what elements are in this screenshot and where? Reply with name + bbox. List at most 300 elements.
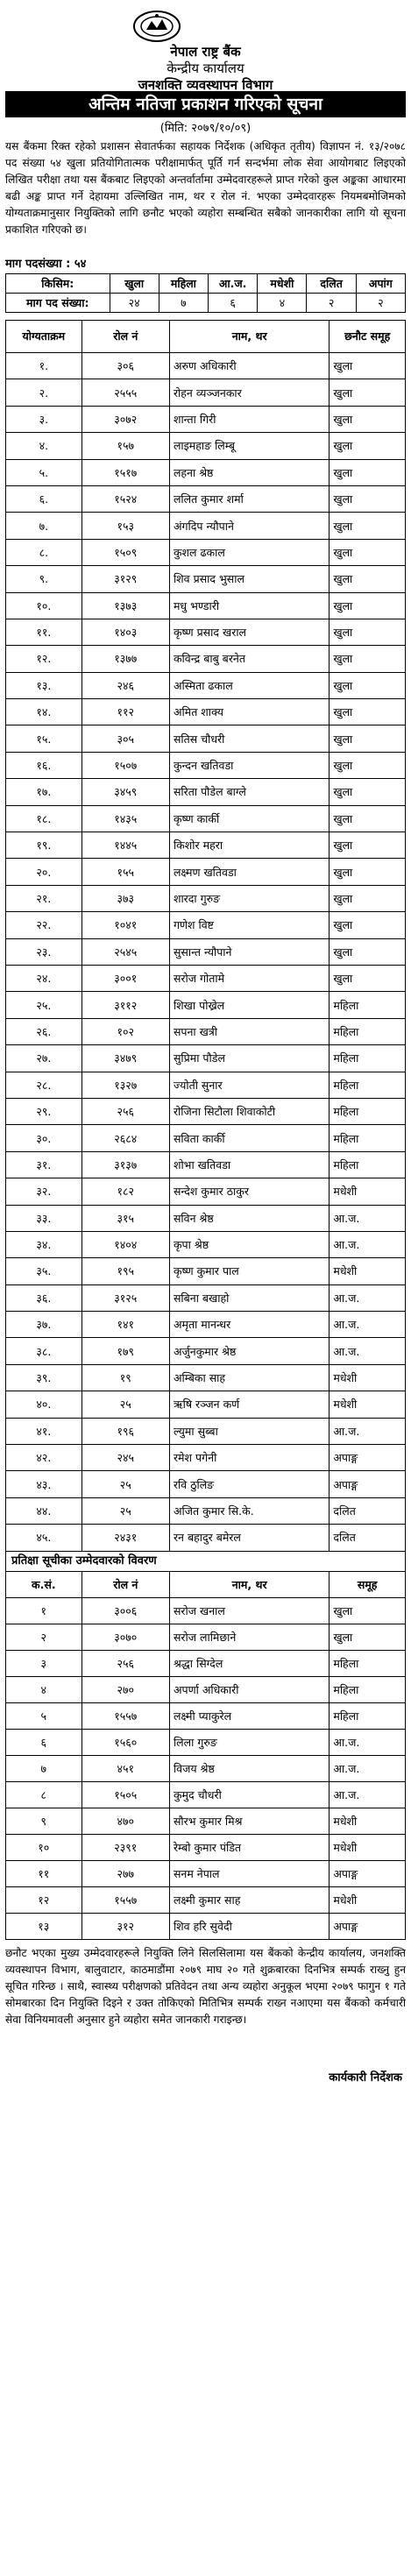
name-cell: कृष्ण कुमार पाल xyxy=(169,1258,329,1284)
group-cell: अपाङ्ग xyxy=(330,1445,406,1471)
group-cell: आ.ज. xyxy=(330,1418,406,1444)
group-cell: खुला xyxy=(330,672,406,698)
name-cell: शान्ता गिरी xyxy=(169,406,329,432)
result-row xyxy=(6,566,406,592)
rank-cell: ११ xyxy=(6,1860,82,1886)
quota-value-cell: ४ xyxy=(258,294,307,313)
result-row xyxy=(6,539,406,565)
group-cell: मधेशी xyxy=(330,1178,406,1205)
quota-value-cell: ६ xyxy=(209,294,258,313)
name-cell: अमृता मानन्धर xyxy=(169,1312,329,1338)
rank-cell: १२. xyxy=(6,646,82,672)
group-cell: आ.ज. xyxy=(330,1205,406,1231)
group-cell: महिला xyxy=(330,1018,406,1044)
notice-date: (मिति: २०७९/१०/०९) xyxy=(159,122,252,135)
name-cell: शिखा पोख्रेल xyxy=(169,992,329,1018)
rank-cell: ३१. xyxy=(6,1151,82,1178)
waitlist-row xyxy=(6,1834,406,1860)
roll-cell: ३१३७ xyxy=(81,1151,169,1178)
group-cell: आ.ज. xyxy=(330,1729,406,1755)
result-row xyxy=(6,1205,406,1231)
result-row xyxy=(6,832,406,859)
roll-cell: ३१२५ xyxy=(81,1284,169,1311)
result-row xyxy=(6,699,406,725)
group-cell: खुला xyxy=(330,539,406,565)
group-cell: मधेशी xyxy=(330,1364,406,1391)
rank-cell: ४१. xyxy=(6,1418,82,1444)
roll-cell: २५ xyxy=(81,1471,169,1497)
result-row xyxy=(6,1258,406,1284)
result-row xyxy=(6,725,406,752)
rank-cell: २५. xyxy=(6,992,82,1018)
roll-cell: २५४५ xyxy=(81,938,169,965)
group-cell: खुला xyxy=(330,513,406,539)
notice-header xyxy=(5,4,406,93)
group-cell: खुला xyxy=(330,379,406,406)
signature: कार्यकारी निर्देशक xyxy=(329,2070,402,2084)
rank-cell: ९. xyxy=(6,566,82,592)
group-cell: महिला xyxy=(330,1072,406,1098)
result-row xyxy=(6,513,406,539)
name-cell: सौरभ कुमार मिश्र xyxy=(169,1808,329,1834)
roll-cell: २४५ xyxy=(81,1445,169,1471)
roll-cell: ३४७९ xyxy=(81,1045,169,1072)
roll-cell: १८२ xyxy=(81,1178,169,1205)
department-name: जनशक्ति व्यवस्थापन विभाग xyxy=(138,77,273,93)
roll-cell: १५७ xyxy=(81,433,169,459)
group-cell: दलित xyxy=(330,1525,406,1551)
name-cell: रोजिना सिटौला शिवाकोटी xyxy=(169,1098,329,1124)
roll-cell: २६८४ xyxy=(81,1125,169,1151)
rank-cell: ६. xyxy=(6,485,82,512)
bank-logo-icon xyxy=(132,9,181,44)
group-cell: आ.ज. xyxy=(330,1338,406,1364)
group-cell: खुला xyxy=(330,859,406,885)
roll-cell: ३४५९ xyxy=(81,779,169,805)
group-cell: खुला xyxy=(330,433,406,459)
rank-cell: ८ xyxy=(6,1781,82,1808)
result-row xyxy=(6,353,406,379)
result-row xyxy=(6,1418,406,1444)
name-cell: कुमुद चौधरी xyxy=(169,1781,329,1808)
waitlist-row xyxy=(6,1808,406,1834)
waitlist-row xyxy=(6,1676,406,1702)
rank-cell: ३. xyxy=(6,406,82,432)
group-cell: खुला xyxy=(330,912,406,938)
roll-cell: २५ xyxy=(81,1497,169,1524)
roll-cell: ३००१ xyxy=(81,965,169,991)
group-cell: अपाङ्ग xyxy=(330,1913,406,1939)
group-cell: आ.ज. xyxy=(330,1312,406,1338)
intro-paragraph: यस बैंकमा रिक्त रहेको प्रशासन सेवातर्फका सहायक निर्देशक (अधिकृत तृतीय) विज्ञापन नं. १३/२०७८ पद संख्या ५४ खुला प्रतियोगितात्मक परीक्षामार्फत् पूर्ति गर्न सन्दर्भमा लोक सेवा आयोगबाट लिइएको लिखित परीक्षा तथा यस बैंकबाट लिइएको अन्तर्वार्तामा उम्मेदवारहरूले प्राप्त गरेको कुल अङ्कका आधारमा बढी अङ्क प्राप्त गर्ने देहायमा उल्लिखित नाम, थर र रोल नं. भएका उम्मेदवारहरू नियमबमोजिमको योग्यताक्रमानुसार नियुक्तिको लागि छनौट भएको व्यहोरा सम्बन्धित सबैको जानकारीका लागि यो सूचना प्रकाशित गरिएको छ। xyxy=(5,140,406,236)
result-row xyxy=(6,619,406,645)
roll-cell: १५१७ xyxy=(81,459,169,485)
rank-cell: २१. xyxy=(6,885,82,911)
roll-cell: १५५७ xyxy=(81,1702,169,1729)
rank-cell: ४. xyxy=(6,433,82,459)
group-cell: खुला xyxy=(330,805,406,832)
rank-cell: १०. xyxy=(6,592,82,619)
result-row xyxy=(6,992,406,1018)
rank-cell: २. xyxy=(6,379,82,406)
result-row xyxy=(6,1098,406,1124)
name-cell: मधु भण्डारी xyxy=(169,592,329,619)
waitlist-row xyxy=(6,1729,406,1755)
roll-cell: १३७७ xyxy=(81,646,169,672)
roll-cell: ३०७२ xyxy=(81,406,169,432)
group-cell: महिला xyxy=(330,1045,406,1072)
name-cell: अंगदिप न्यौपाने xyxy=(169,513,329,539)
rank-cell: १२ xyxy=(6,1886,82,1913)
name-cell: सुसान्त न्यौपाने xyxy=(169,938,329,965)
result-row xyxy=(6,1018,406,1044)
group-cell: खुला xyxy=(330,832,406,859)
quota-header-cell: दलित xyxy=(307,274,356,294)
quota-header-cell: अपांग xyxy=(356,274,405,294)
office-name: केन्द्रीय कार्यालय xyxy=(167,60,244,76)
quota-value-cell: २ xyxy=(356,294,405,313)
name-cell: किशोर महरा xyxy=(169,832,329,859)
roll-cell: ३७३ xyxy=(81,885,169,911)
rank-cell: ९ xyxy=(6,1808,82,1834)
roll-cell: १९ xyxy=(81,1364,169,1391)
roll-cell: ११२ xyxy=(81,699,169,725)
group-cell: खुला xyxy=(330,885,406,911)
roll-cell: १५५७ xyxy=(81,1886,169,1913)
roll-cell: १५२४ xyxy=(81,485,169,512)
result-row xyxy=(6,805,406,832)
result-row xyxy=(6,938,406,965)
name-cell: सतिस चौधरी xyxy=(169,725,329,752)
roll-cell: ३००६ xyxy=(81,1597,169,1624)
rank-cell: ४४. xyxy=(6,1497,82,1524)
name-cell: अमित शाक्य xyxy=(169,699,329,725)
footer-paragraph: छनौट भएका मुख्य उम्मेदवारहरूले नियुक्ति लिने सिलसिलामा यस बैंकको केन्द्रीय कार्यालय, जनशक्ति व्यवस्थापन विभाग, बालुवाटार, काठमाडौंमा २०७९ माघ २० गते शुक्रबारका दिनभित्र सम्पर्क राख्नु हुन सूचित गरिन्छ । साथै, स्वास्थ्य परीक्षणको प्रतिवेदन तथा अन्य व्यहोरा अनुकूल भएमा २०७९ फागुन १ गते सोमबारका दिन नियुक्ति दिइने र उक्त तोकिएको मितिभित्र सम्पर्क राख्न नआएमा यस बैंकको कर्मचारी सेवा विनियमावली अनुसार हुने व्यहोरा समेत जानकारी गराइन्छ। xyxy=(5,1946,406,2026)
results-header-row xyxy=(6,321,406,353)
group-cell: अपाङ्ग xyxy=(330,1860,406,1886)
name-cell: कृष्ण प्रसाद खराल xyxy=(169,619,329,645)
group-cell: खुला xyxy=(330,566,406,592)
waitlist-row xyxy=(6,1886,406,1913)
group-cell: खुला xyxy=(330,592,406,619)
name-cell: लक्ष्मी प्याकुरेल xyxy=(169,1702,329,1729)
name-cell: रन बहादुर बमेरल xyxy=(169,1525,329,1551)
waitlist-header-cell: क.सं. xyxy=(6,1571,82,1597)
name-cell: कुन्दन खतिवडा xyxy=(169,752,329,778)
quota-header-cell: मधेशी xyxy=(258,274,307,294)
rank-cell: ३४. xyxy=(6,1231,82,1257)
group-cell: खुला xyxy=(330,485,406,512)
name-cell: अस्मिता ढकाल xyxy=(169,672,329,698)
name-cell: सपना खत्री xyxy=(169,1018,329,1044)
waitlist-body xyxy=(6,1597,406,1939)
result-row xyxy=(6,1312,406,1338)
quota-table xyxy=(5,273,406,313)
roll-cell: ४५१ xyxy=(81,1755,169,1781)
rank-cell: १३. xyxy=(6,672,82,698)
group-cell: महिला xyxy=(330,1676,406,1702)
name-cell: सबिना बखाहो xyxy=(169,1284,329,1311)
result-row xyxy=(6,1125,406,1151)
roll-cell: २७० xyxy=(81,1676,169,1702)
roll-cell: १९६ xyxy=(81,1418,169,1444)
waitlist-header-row xyxy=(6,1571,406,1597)
waitlist-row xyxy=(6,1860,406,1886)
quota-header-cell: खुला xyxy=(110,274,159,294)
group-cell: अपाङ्ग xyxy=(330,1471,406,1497)
name-cell: रमेश पगेनी xyxy=(169,1445,329,1471)
rank-cell: ३३. xyxy=(6,1205,82,1231)
roll-cell: १५०९ xyxy=(81,539,169,565)
name-cell: ललित कुमार शर्मा xyxy=(169,485,329,512)
roll-cell: २५६ xyxy=(81,1650,169,1676)
roll-cell: १५०५ xyxy=(81,1781,169,1808)
rank-cell: १८. xyxy=(6,805,82,832)
name-cell: रेम्बो कुमार पंडित xyxy=(169,1834,329,1860)
waitlist-row xyxy=(6,1650,406,1676)
group-cell: मधेशी xyxy=(330,1886,406,1913)
group-cell: खुला xyxy=(330,406,406,432)
demand-line: माग पदसंख्या : ५४ xyxy=(5,258,87,271)
rank-cell: ४५. xyxy=(6,1525,82,1551)
name-cell: अर्जुनकुमार श्रेष्ठ xyxy=(169,1338,329,1364)
result-row xyxy=(6,1445,406,1471)
rank-cell: १३ xyxy=(6,1913,82,1939)
roll-cell: १४१ xyxy=(81,1312,169,1338)
results-header-cell: योग्यताक्रम xyxy=(6,321,82,353)
roll-cell: १४४५ xyxy=(81,832,169,859)
rank-cell: १० xyxy=(6,1834,82,1860)
result-row xyxy=(6,859,406,885)
result-row xyxy=(6,1178,406,1205)
quota-value-row xyxy=(6,294,406,313)
group-cell: आ.ज. xyxy=(330,1231,406,1257)
rank-cell: ३९. xyxy=(6,1364,82,1391)
rank-cell: २०. xyxy=(6,859,82,885)
results-table xyxy=(5,320,406,1552)
waitlist-header-cell: समूह xyxy=(330,1571,406,1597)
group-cell: खुला xyxy=(330,699,406,725)
quota-value-cell: २ xyxy=(307,294,356,313)
rank-cell: ४ xyxy=(6,1676,82,1702)
name-cell: सरोज लामिछाने xyxy=(169,1624,329,1650)
result-row xyxy=(6,1045,406,1072)
waitlist-title: प्रतिक्षा सूचीका उम्मेदवारको विवरण xyxy=(5,1552,406,1571)
rank-cell: ३०. xyxy=(6,1125,82,1151)
quota-value-cell: ७ xyxy=(159,294,208,313)
quota-value-cell: २४ xyxy=(110,294,159,313)
rank-cell: २८. xyxy=(6,1072,82,1098)
rank-cell: १६. xyxy=(6,752,82,778)
group-cell: महिला xyxy=(330,1098,406,1124)
roll-cell: १४०३ xyxy=(81,619,169,645)
waitlist-row xyxy=(6,1624,406,1650)
result-row xyxy=(6,379,406,406)
result-row xyxy=(6,1231,406,1257)
results-body xyxy=(6,353,406,1552)
rank-cell: १. xyxy=(6,353,82,379)
roll-cell: १५६० xyxy=(81,1729,169,1755)
name-cell: अजित कुमार सि.के. xyxy=(169,1497,329,1524)
rank-cell: १५. xyxy=(6,725,82,752)
name-cell: लक्ष्मण खतिवडा xyxy=(169,859,329,885)
result-row xyxy=(6,1151,406,1178)
name-cell: रोहन व्यञ्जनकार xyxy=(169,379,329,406)
result-row xyxy=(6,672,406,698)
roll-cell: १३२७ xyxy=(81,1072,169,1098)
roll-cell: ३१५ xyxy=(81,1205,169,1231)
name-cell: शारदा गुरुङ xyxy=(169,885,329,911)
name-cell: विजय श्रेष्ठ xyxy=(169,1755,329,1781)
name-cell: सविता कार्की xyxy=(169,1125,329,1151)
name-cell: अरुण अधिकारी xyxy=(169,353,329,379)
waitlist-table xyxy=(5,1571,406,1940)
rank-cell: २३. xyxy=(6,938,82,965)
name-cell: कविन्द्र बाबु बरनेत xyxy=(169,646,329,672)
name-cell: शिव हरि सुवेदी xyxy=(169,1913,329,1939)
result-row xyxy=(6,592,406,619)
result-row xyxy=(6,1284,406,1311)
result-row xyxy=(6,1391,406,1418)
quota-header-cell: किसिम: xyxy=(6,274,110,294)
result-row xyxy=(6,459,406,485)
rank-cell: १ xyxy=(6,1597,82,1624)
name-cell: सरिता पौडेल बाग्ले xyxy=(169,779,329,805)
waitlist-header-cell: नाम, थर xyxy=(169,1571,329,1597)
name-cell: लाइमहाङ लिम्बू xyxy=(169,433,329,459)
group-cell: खुला xyxy=(330,752,406,778)
rank-cell: ५. xyxy=(6,459,82,485)
result-row xyxy=(6,752,406,778)
group-cell: खुला xyxy=(330,1624,406,1650)
rank-cell: ७ xyxy=(6,1755,82,1781)
rank-cell: २६. xyxy=(6,1018,82,1044)
rank-cell: ७. xyxy=(6,513,82,539)
roll-cell: ४७० xyxy=(81,1808,169,1834)
result-row xyxy=(6,885,406,911)
name-cell: लहना श्रेष्ठ xyxy=(169,459,329,485)
roll-cell: १४३५ xyxy=(81,805,169,832)
name-cell: ज्योती सुनार xyxy=(169,1072,329,1098)
rank-cell: ३२. xyxy=(6,1178,82,1205)
group-cell: खुला xyxy=(330,1597,406,1624)
name-cell: श्रद्धा सिग्देल xyxy=(169,1650,329,1676)
group-cell: महिला xyxy=(330,1650,406,1676)
group-cell: आ.ज. xyxy=(330,1755,406,1781)
quota-header-cell: आ.ज. xyxy=(209,274,258,294)
name-cell: सरोज गोतामे xyxy=(169,965,329,991)
name-cell: सुप्रिमा पौडेल xyxy=(169,1045,329,1072)
roll-cell: ३०५ xyxy=(81,725,169,752)
quota-row-label: माग पद संख्या: xyxy=(6,294,110,313)
roll-cell: २४६ xyxy=(81,672,169,698)
name-cell: ऋषि रञ्जन कर्ण xyxy=(169,1391,329,1418)
roll-cell: १९५ xyxy=(81,1258,169,1284)
roll-cell: ३११२ xyxy=(81,992,169,1018)
name-cell: शोभा खतिवडा xyxy=(169,1151,329,1178)
waitlist-row xyxy=(6,1702,406,1729)
result-row xyxy=(6,406,406,432)
result-row xyxy=(6,912,406,938)
result-row xyxy=(6,1471,406,1497)
name-cell: अपर्णा अधिकारी xyxy=(169,1676,329,1702)
results-header-cell: नाम, थर xyxy=(169,321,329,353)
group-cell: खुला xyxy=(330,938,406,965)
roll-cell: २५५५ xyxy=(81,379,169,406)
waitlist-header-cell: रोल नं xyxy=(81,1571,169,1597)
group-cell: दलित xyxy=(330,1497,406,1524)
result-row xyxy=(6,485,406,512)
group-cell: खुला xyxy=(330,619,406,645)
roll-cell: १३७३ xyxy=(81,592,169,619)
name-cell: सन्देश कुमार ठाकुर xyxy=(169,1178,329,1205)
rank-cell: ३८. xyxy=(6,1338,82,1364)
rank-cell: १९. xyxy=(6,832,82,859)
result-row xyxy=(6,1364,406,1391)
name-cell: कुशल ढकाल xyxy=(169,539,329,565)
result-row xyxy=(6,433,406,459)
rank-cell: ३६. xyxy=(6,1284,82,1311)
roll-cell: ३१२ xyxy=(81,1913,169,1939)
group-cell: महिला xyxy=(330,1151,406,1178)
name-cell: सनम नेपाल xyxy=(169,1860,329,1886)
result-row xyxy=(6,779,406,805)
rank-cell: २४. xyxy=(6,965,82,991)
roll-cell: ३१२९ xyxy=(81,566,169,592)
group-cell: महिला xyxy=(330,992,406,1018)
name-cell: सविन श्रेष्ठ xyxy=(169,1205,329,1231)
name-cell: गणेश विष्ट xyxy=(169,912,329,938)
name-cell: कृपा श्रेष्ठ xyxy=(169,1231,329,1257)
name-cell: लिला गुरुङ xyxy=(169,1729,329,1755)
group-cell: खुला xyxy=(330,646,406,672)
notice-title: अन्तिम नतिजा प्रकाशन गरिएको सूचना xyxy=(5,91,406,117)
quota-header-row xyxy=(6,274,406,294)
rank-cell: ६ xyxy=(6,1729,82,1755)
rank-cell: ४३. xyxy=(6,1471,82,1497)
rank-cell: २ xyxy=(6,1624,82,1650)
rank-cell: ५ xyxy=(6,1702,82,1729)
group-cell: खुला xyxy=(330,459,406,485)
roll-cell: १४०४ xyxy=(81,1231,169,1257)
name-cell: अम्बिका साह xyxy=(169,1364,329,1391)
rank-cell: ३७. xyxy=(6,1312,82,1338)
roll-cell: २५ xyxy=(81,1391,169,1418)
roll-cell: २४३१ xyxy=(81,1525,169,1551)
group-cell: आ.ज. xyxy=(330,1781,406,1808)
rank-cell: ३५. xyxy=(6,1258,82,1284)
rank-cell: १७. xyxy=(6,779,82,805)
rank-cell: ३ xyxy=(6,1650,82,1676)
name-cell: ल्युमा सुब्बा xyxy=(169,1418,329,1444)
rank-cell: ४२. xyxy=(6,1445,82,1471)
quota-header-cell: महिला xyxy=(159,274,208,294)
roll-cell: १५३ xyxy=(81,513,169,539)
group-cell: मधेशी xyxy=(330,1808,406,1834)
rank-cell: ११. xyxy=(6,619,82,645)
roll-cell: १५०७ xyxy=(81,752,169,778)
roll-cell: १०४१ xyxy=(81,912,169,938)
group-cell: मधेशी xyxy=(330,1834,406,1860)
roll-cell: ३०७० xyxy=(81,1624,169,1650)
roll-cell: १७९ xyxy=(81,1338,169,1364)
rank-cell: १४. xyxy=(6,699,82,725)
group-cell: महिला xyxy=(330,1702,406,1729)
roll-cell: १५५ xyxy=(81,859,169,885)
roll-cell: ३०६ xyxy=(81,353,169,379)
group-cell: आ.ज. xyxy=(330,1284,406,1311)
group-cell: मधेशी xyxy=(330,1391,406,1418)
